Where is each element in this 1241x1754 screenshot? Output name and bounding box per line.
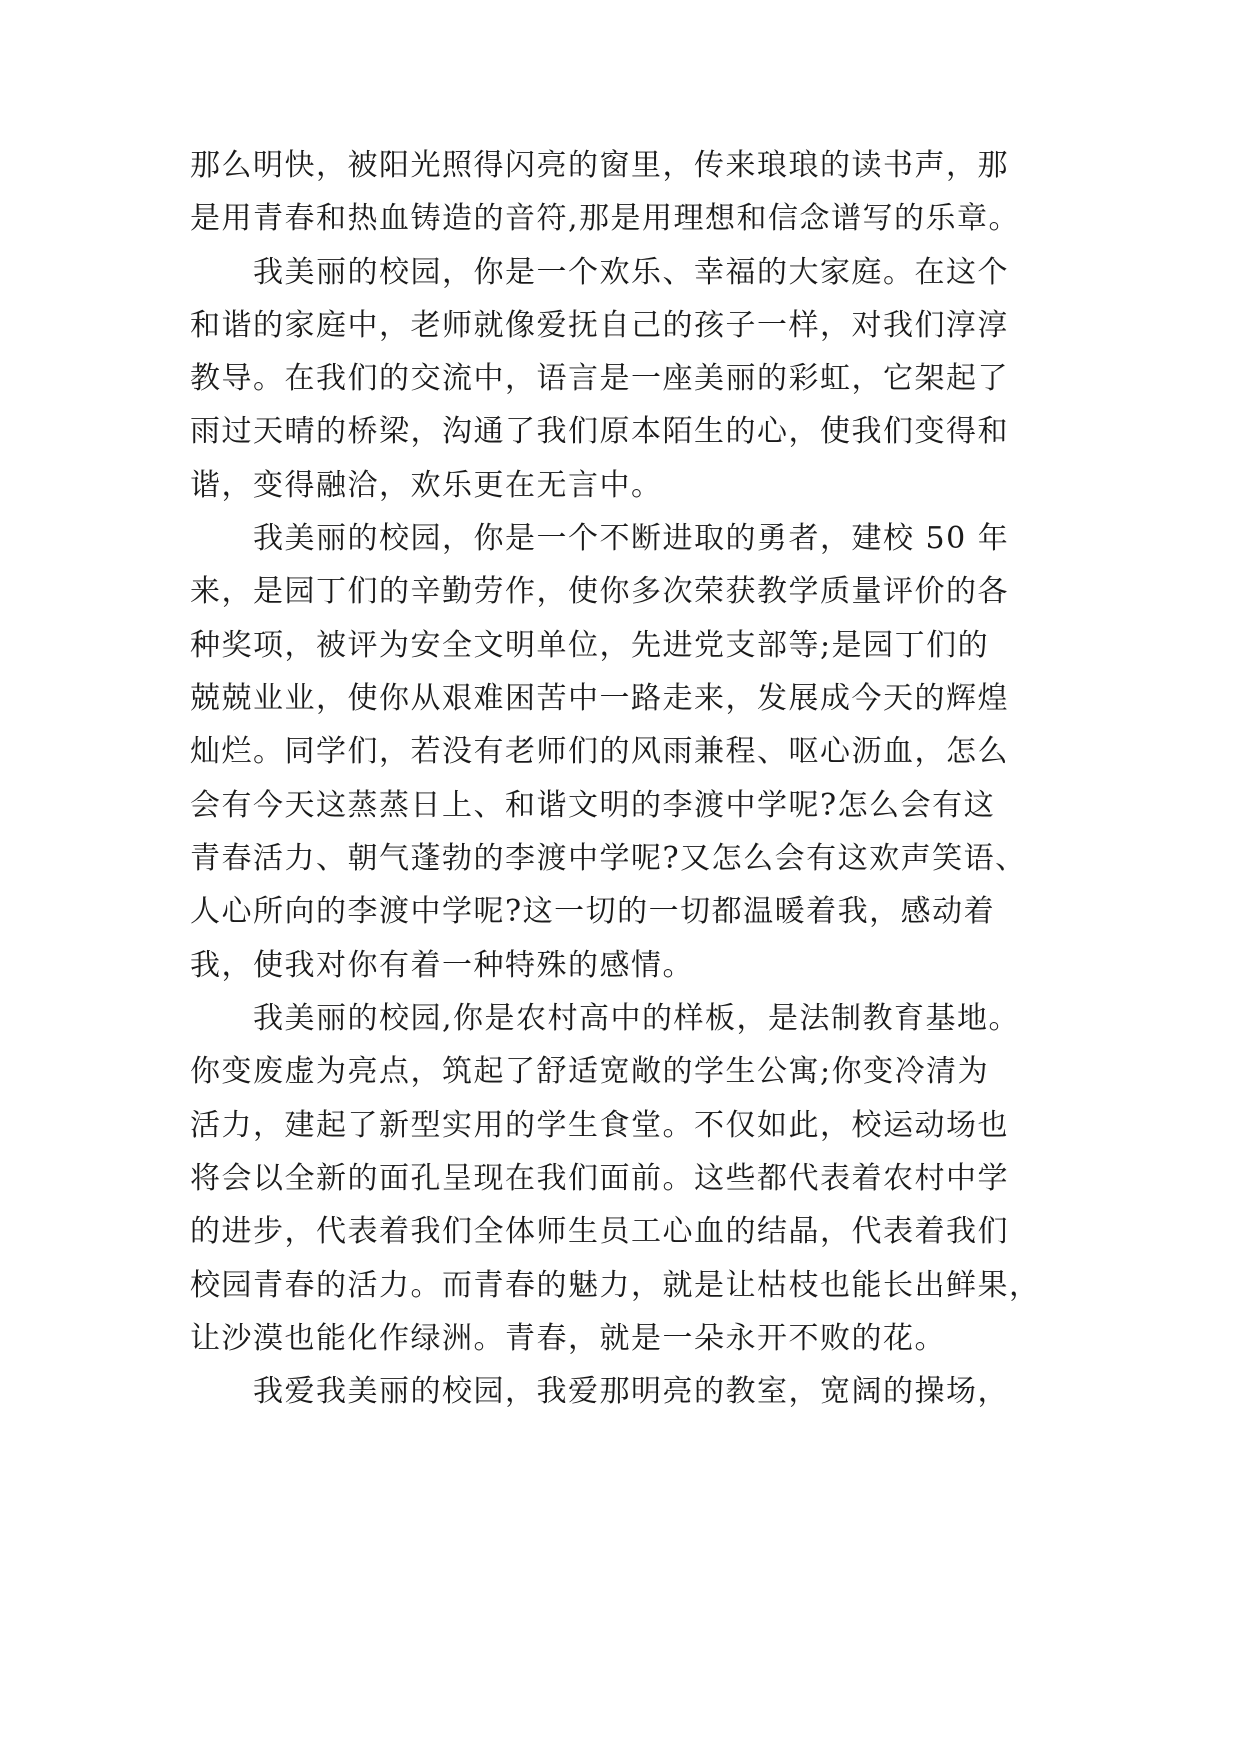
text-line: 让沙漠也能化作绿洲。青春，就是一朵永开不败的花。 [190,1321,946,1356]
text-line: 我美丽的校园，你是一个不断进取的勇者，建校 50 年 [190,521,1010,556]
text-line: 雨过天晴的桥梁，沟通了我们原本陌生的心，使我们变得和 [190,414,1009,449]
text-line: 会有今天这蒸蒸日上、和谐文明的李渡中学呢?怎么会有这 [190,788,996,823]
text-line: 我爱我美丽的校园，我爱那明亮的教室，宽阔的操场， [190,1374,1009,1409]
text-line: 校园青春的活力。而青春的魅力，就是让枯枝也能长出鲜果， [190,1268,1041,1303]
text-line: 我，使我对你有着一种特殊的感情。 [190,948,694,983]
text-line: 的进步，代表着我们全体师生员工心血的结晶，代表着我们 [190,1214,1009,1249]
text-line: 来，是园丁们的辛勤劳作，使你多次荣获教学质量评价的各 [190,574,1009,609]
text-line: 是用青春和热血铸造的音符,那是用理想和信念谱写的乐章。 [190,201,1021,236]
text-line: 和谐的家庭中，老师就像爱抚自己的孩子一样，对我们淳淳 [190,308,1009,343]
text-line: 我美丽的校园，你是一个欢乐、幸福的大家庭。在这个 [190,255,1009,290]
text-line: 青春活力、朝气蓬勃的李渡中学呢?又怎么会有这欢声笑语、 [190,841,1027,876]
text-line: 你变废虚为亮点，筑起了舒适宽敞的学生公寓;你变冷清为 [190,1054,990,1089]
text-line: 灿烂。同学们，若没有老师们的风雨兼程、呕心沥血，怎么 [190,734,1009,769]
text-line: 兢兢业业，使你从艰难困苦中一路走来，发展成今天的辉煌 [190,681,1009,716]
text-line: 教导。在我们的交流中，语言是一座美丽的彩虹，它架起了 [190,361,1009,396]
text-line: 将会以全新的面孔呈现在我们面前。这些都代表着农村中学 [190,1161,1009,1196]
text-line: 那么明快，被阳光照得闪亮的窗里，传来琅琅的读书声，那 [190,148,1009,183]
text-line: 我美丽的校园,你是农村高中的样板，是法制教育基地。 [190,1001,1021,1036]
text-line: 人心所向的李渡中学呢?这一切的一切都温暖着我，感动着 [190,894,996,929]
text-line: 种奖项，被评为安全文明单位，先进党支部等;是园丁们的 [190,628,990,663]
text-line: 活力，建起了新型实用的学生食堂。不仅如此，校运动场也 [190,1108,1009,1143]
text-line: 谐，变得融洽，欢乐更在无言中。 [190,468,663,503]
